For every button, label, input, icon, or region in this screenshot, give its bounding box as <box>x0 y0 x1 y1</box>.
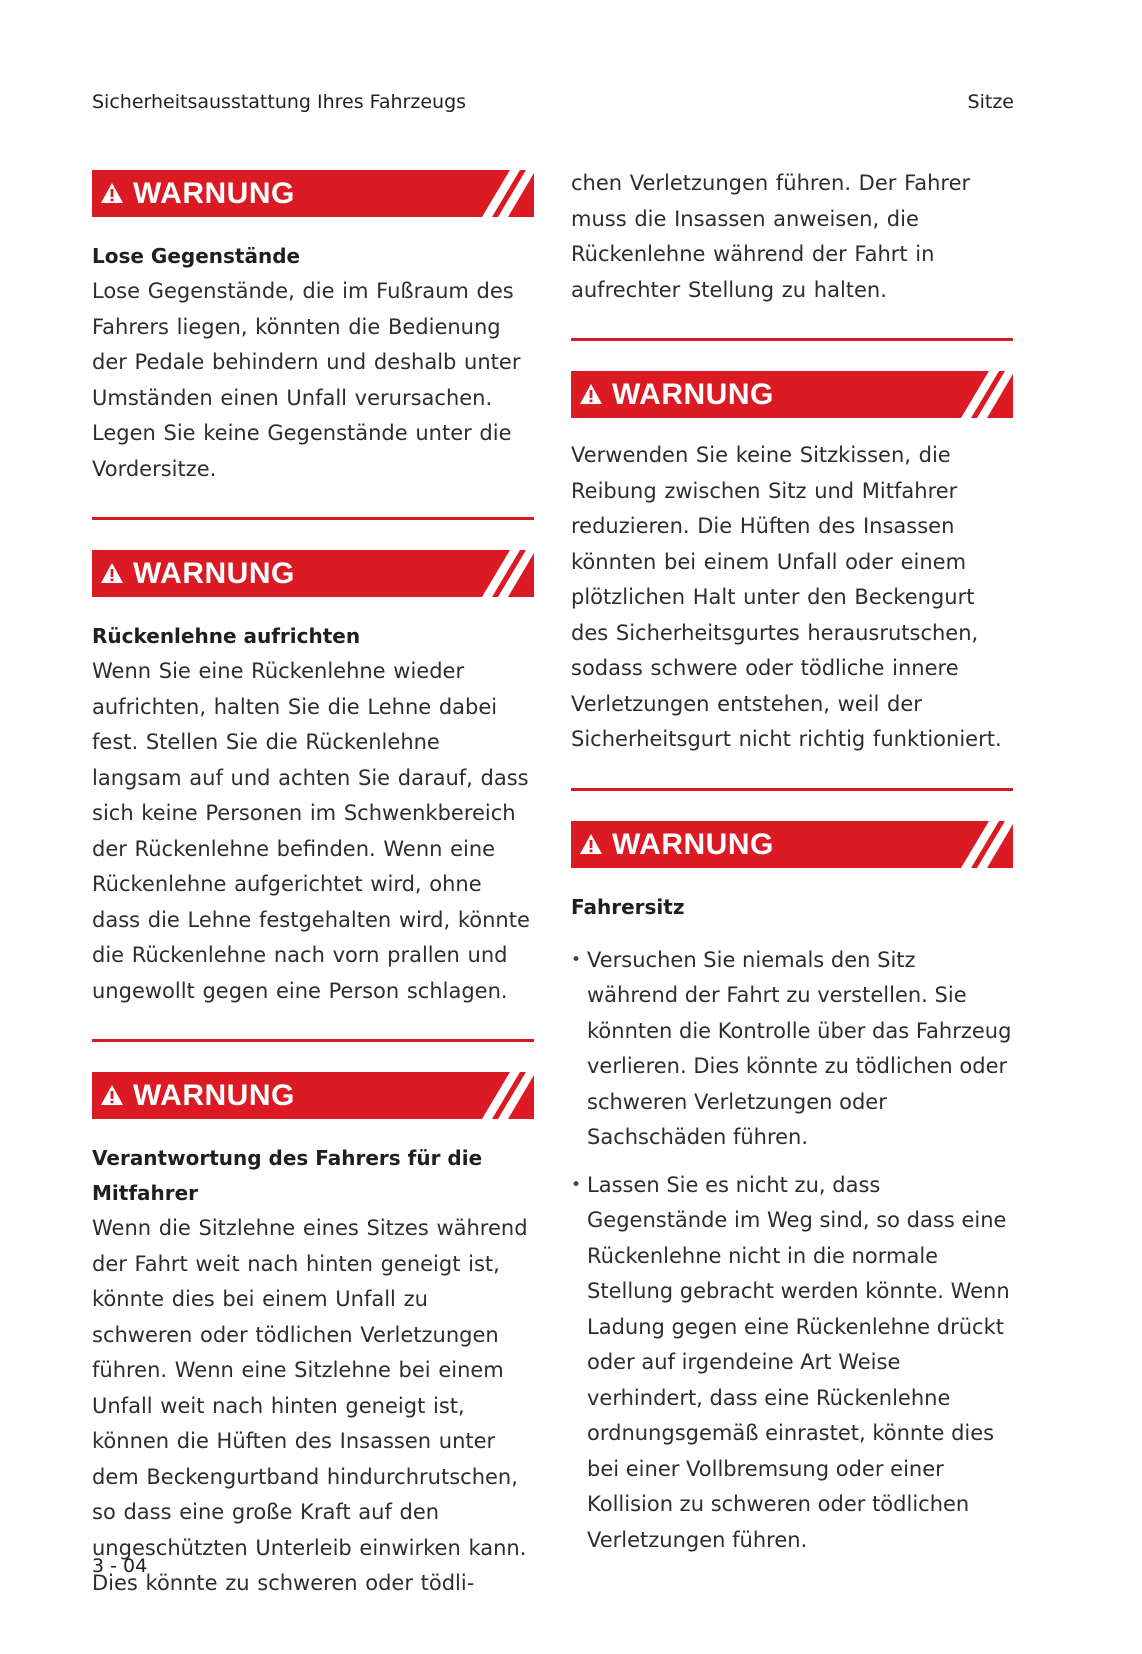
warning-label: WARNUNG <box>612 378 774 411</box>
warning-triangle-icon <box>579 833 603 855</box>
warning-end-rule <box>571 338 1013 341</box>
warning-triangle-icon <box>100 562 124 584</box>
warning-title: Lose Gegenstände <box>92 244 301 268</box>
running-header-chapter: Sitze <box>967 91 1014 113</box>
continued-text: chen Verletzungen führen. Der Fahrer muss die Insassen anweisen, die Rückenlehne während der Fahrt in aufrechter Stellung zu halten. <box>571 171 971 302</box>
warning-text: Wenn Sie eine Rückenlehne wieder aufrichten, halten Sie die Lehne dabei fest. Stellen Sie die Rückenlehne langsam auf und achten Sie darauf, dass sich keine Personen im Schwenkbereich der Rückenlehne befinden. Wenn eine Rückenlehne aufgerichtet wird, ohne dass die Lehne festgehalten wird, könnte die Rückenlehne nach vorn prallen und ungewollt gegen eine Person schlagen. <box>92 659 530 1003</box>
warning-label: WARNUNG <box>133 177 295 210</box>
right-column <box>571 166 1013 1570</box>
warning-label: WARNUNG <box>612 827 774 861</box>
warning-end-rule <box>92 517 534 520</box>
left-column <box>92 170 534 1602</box>
bullet-list <box>571 943 1013 1559</box>
warning-stripes <box>933 821 1013 868</box>
list-item: • Lassen Sie es nicht zu, dass Gegenstände im Weg sind, so dass eine Rückenlehne nicht in die normale Stellung gebracht werden könnte. Wenn Ladung gegen eine Rückenlehne drückt oder auf irgendeine Art Weise verhindert, dass eine Rückenlehne ordnungsgemäß einrastet, könnte dies bei einer Vollbremsung oder einer Kollision zu schweren oder tödlichen Verletzungen führen. <box>571 1168 1013 1559</box>
running-header-section: Sicherheitsausstattung Ihres Fahrzeugs <box>92 91 467 113</box>
warning-triangle-icon <box>100 182 124 204</box>
warning-banner <box>92 170 534 217</box>
list-item: • Versuchen Sie niemals den Sitz während der Fahrt zu verstellen. Sie könnten die Kontrolle über das Fahrzeug verlieren. Dies könnte zu tödlichen oder schweren Verletzungen oder Sachschäden führen. <box>571 943 1013 1156</box>
warning-stripes <box>454 1072 534 1119</box>
warning-banner <box>571 371 1013 418</box>
warning-label: WARNUNG <box>133 557 295 590</box>
warning-stripes <box>454 550 534 597</box>
warning-title: Rückenlehne aufrichten <box>92 624 361 648</box>
warning-title: Fahrersitz <box>571 894 685 919</box>
warning-stripes <box>933 371 1013 418</box>
warning-text: Verwenden Sie keine Sitzkissen, die Reibung zwischen Sitz und Mitfahrer reduzieren. Die Hüften des Insassen könnten bei einem Unfall oder einem plötzlichen Halt unter den Beckengurt des Sicherheitsgurtes herausrutschen, sodass schwere oder tödliche innere Verletzungen entstehen, weil der Sicherheitsgurt nicht richtig funktioniert. <box>571 443 1002 751</box>
page-number: 3 - 04 <box>92 1555 148 1577</box>
warning-triangle-icon <box>579 383 603 405</box>
warning-triangle-icon <box>100 1084 124 1106</box>
warning-banner <box>92 1072 534 1119</box>
warning-banner <box>571 821 1013 868</box>
warning-text: Lose Gegenstände, die im Fußraum des Fahrers liegen, könnten die Bedienung der Pedale behindern und deshalb unter Umständen einen Unfall verursachen. Legen Sie keine Gegenstände unter die Vordersitze. <box>92 279 521 481</box>
warning-banner <box>92 550 534 597</box>
warning-end-rule <box>571 788 1013 791</box>
warning-text: Wenn die Sitzlehne eines Sitzes während der Fahrt weit nach hinten geneigt ist, könnte dies bei einem Unfall zu schweren oder tödlichen Verletzungen führen. Wenn eine Sitzlehne bei einem Unfall weit nach hinten geneigt ist, können die Hüften des Insassen unter dem Beckengurtband hindurchrutschen, so dass eine große Kraft auf den ungeschützten Unterleib einwirken kann. Dies könnte zu schweren oder tödli- <box>92 1216 528 1595</box>
warning-stripes <box>454 170 534 217</box>
warning-label: WARNUNG <box>133 1079 295 1112</box>
warning-title: Verantwortung des Fahrers für die Mitfahrer <box>92 1146 483 1205</box>
warning-end-rule <box>92 1039 534 1042</box>
